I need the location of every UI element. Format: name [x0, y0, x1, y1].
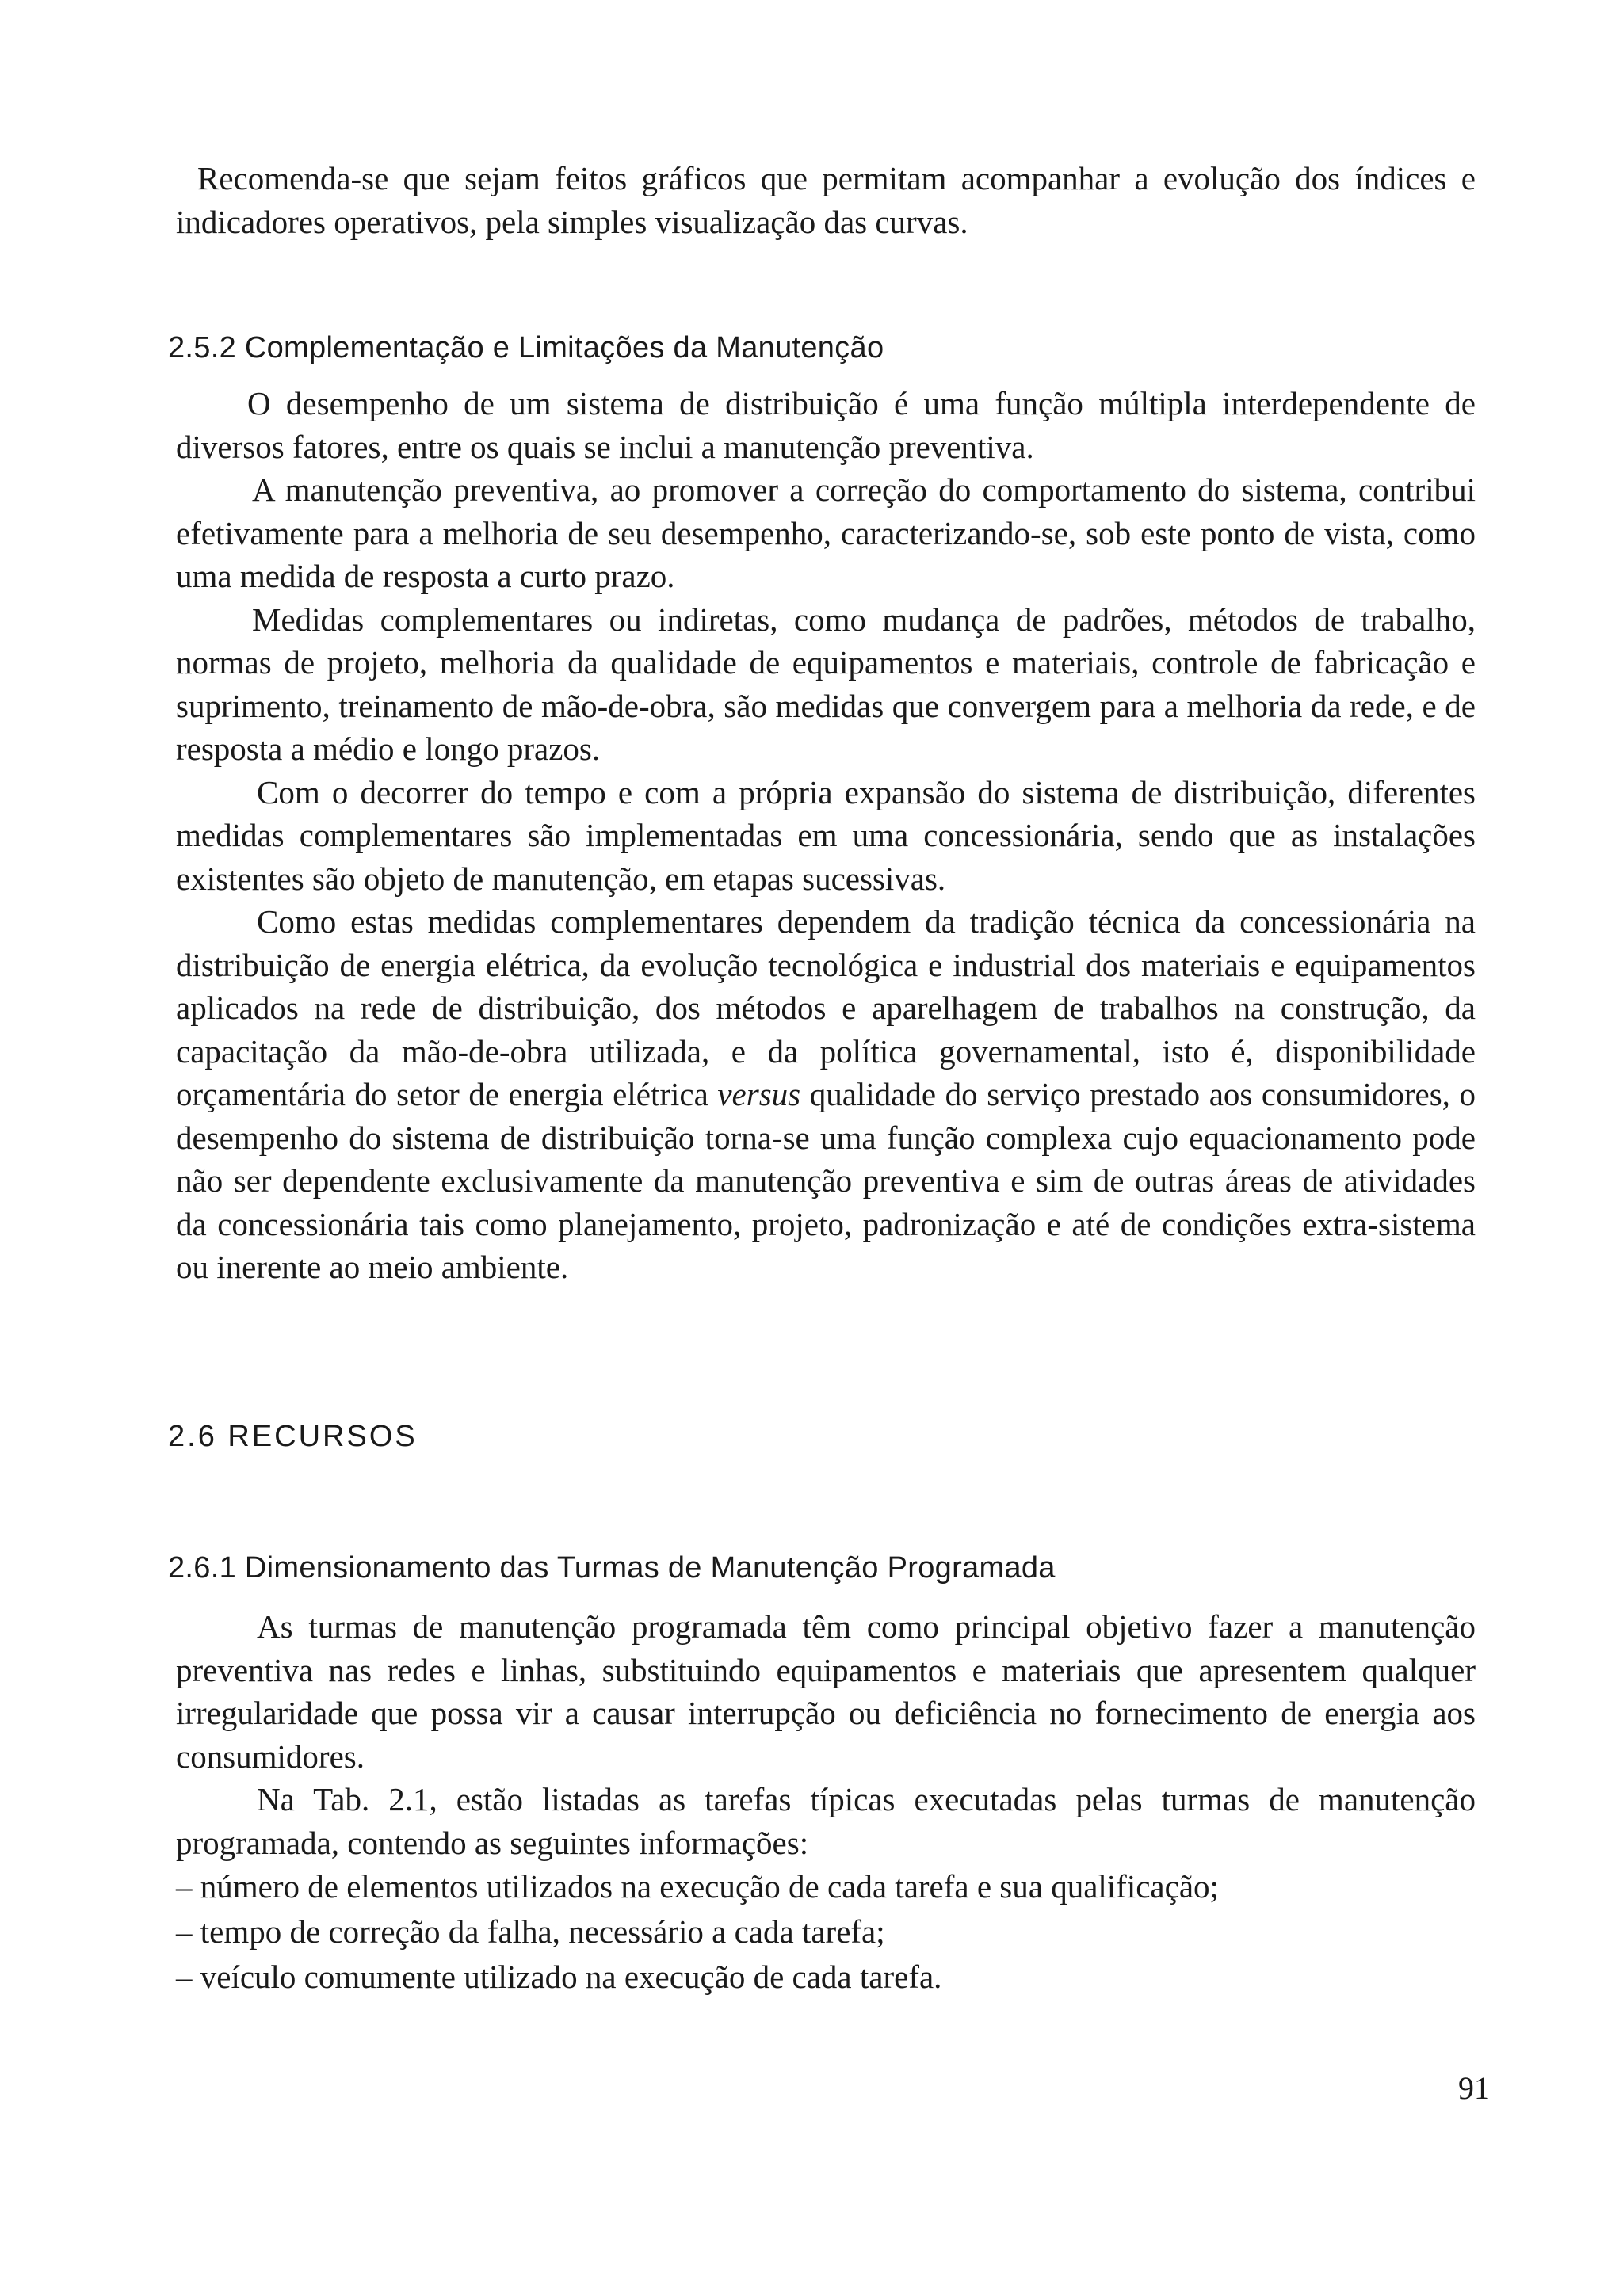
paragraph: Com o decorrer do tempo e com a própria expansão do sistema de distribuição, diferentes medidas complementares são implementadas em uma concessionária, sendo que as instalações existentes são objeto de manutenção, em etapas sucessivas. [176, 773, 1476, 897]
bullet-list [176, 1864, 1476, 2000]
italic-term: versus [717, 1076, 801, 1112]
paragraph: O desempenho de um sistema de distribuição é uma função múltipla interdependente de diversos fatores, entre os quais se inclui a manutenção preventiva. [176, 385, 1476, 465]
section-2-6-1-body [176, 1605, 1476, 2000]
section-heading-2-6: 2.6 RECURSOS [168, 1420, 418, 1453]
intro-paragraph: Recomenda-se que sejam feitos gráficos que permitam acompanhar a evolução dos índices e indicadores operativos, pela simples visualização das curvas. [176, 160, 1476, 240]
section-heading-2-5-2: 2.5.2 Complementação e Limitações da Manutenção [168, 331, 884, 364]
paragraph: Medidas complementares ou indiretas, como mudança de padrões, métodos de trabalho, normas de projeto, melhoria da qualidade de equipamentos e materiais, controle de fabricação e suprimento, treinamento de mão-de-obra, são medidas que convergem para a melhoria da rede, e de resposta a médio e longo prazos. [176, 601, 1476, 767]
page-number: 91 [1458, 2070, 1490, 2106]
paragraph-text: qualidade do serviço prestado aos consumidores, o desempenho do sistema de distribuição torna-se uma função complexa cujo equacionamento pode não ser dependente exclusivamente da manutenção preventiva e sim de outras áreas de atividades da concessionária tais como planejamento, projeto, padronização e até de condições extra-sistema ou inerente ao meio ambiente. [176, 1076, 1476, 1285]
paragraph: As turmas de manutenção programada têm como principal objetivo fazer a manutenção preventiva nas redes e linhas, substituindo equipamentos e materiais que apresentem qualquer irregularidade que possa vir a causar interrupção ou deficiência no fornecimento de energia aos consumidores. [176, 1608, 1476, 1775]
paragraph: Na Tab. 2.1, estão listadas as tarefas típicas executadas pelas turmas de manutenção programada, contendo as seguintes informações: [176, 1781, 1476, 1861]
section-2-5-2-body [176, 382, 1476, 1289]
paragraph [176, 900, 1476, 1289]
section-heading-2-6-1: 2.6.1 Dimensionamento das Turmas de Manutenção Programada [168, 1551, 1056, 1585]
list-item: – veículo comumente utilizado na execução de cada tarefa. [176, 1958, 942, 1995]
intro-block [176, 157, 1476, 243]
list-item: – tempo de correção da falha, necessário a cada tarefa; [176, 1913, 885, 1950]
paragraph: A manutenção preventiva, ao promover a correção do comportamento do sistema, contribui efetivamente para a melhoria de seu desempenho, caracterizando-se, sob este ponto de vista, como uma medida de resposta a curto prazo. [176, 471, 1476, 594]
list-item: – número de elementos utilizados na execução de cada tarefa e sua qualificação; [176, 1868, 1219, 1905]
paragraph-text: Como estas medidas complementares dependem da tradição técnica da concessionária na distribuição de energia elétrica, da evolução tecnológica e industrial dos materiais e equipamentos aplicados na rede de distribuição, dos métodos e aparelhagem de trabalhos na construção, da capacitação da mão-de-obra utilizada, e da política governamental, isto é, disponibilidade orçamentária do setor de energia elétrica [176, 903, 1476, 1112]
